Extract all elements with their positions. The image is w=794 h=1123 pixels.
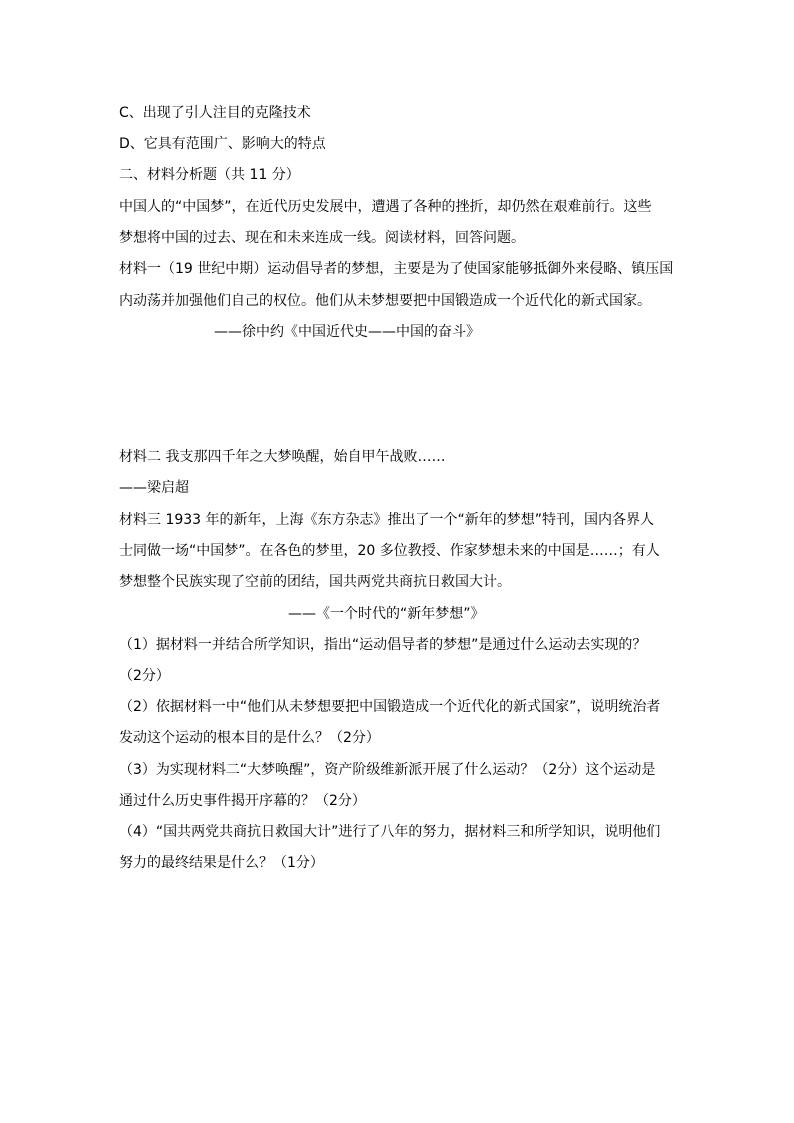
material1-line-2: 内动荡并加强他们自己的权位。他们从未梦想要把中国锻造成一个近代化的新式国家。 <box>119 293 651 309</box>
material1-source: ——徐中约《中国近代史——中国的奋斗》 <box>214 324 480 340</box>
section-title: 二、材料分析题（共 11 分） <box>119 167 300 183</box>
question-1-line-1: （1）据材料一并结合所学知识，指出“运动倡导者的梦想”是通过什么运动去实现的？ <box>119 637 647 653</box>
option-c: C、出现了引人注目的克隆技术 <box>119 105 311 121</box>
intro-line-1: 中国人的“中国梦”，在近代历史发展中，遭遇了各种的挫折，却仍然在艰难前行。这些 <box>119 199 652 215</box>
material3-line-2: 士同做一场“中国梦”。在各色的梦里，20 多位教授、作家梦想未来的中国是……；有人 <box>119 543 660 559</box>
material3-line-1: 材料三 1933 年的新年，上海《东方杂志》推出了一个“新年的梦想”特刊，国内各界人 <box>119 512 655 528</box>
question-1-line-2: （2分） <box>119 668 170 684</box>
option-d: D、它具有范围广、影响大的特点 <box>119 136 326 152</box>
material3-line-3: 梦想整个民族实现了空前的团结，国共两党共商抗日救国大计。 <box>119 574 511 590</box>
material1-line-1: 材料一（19 世纪中期）运动倡导者的梦想，主要是为了使国家能够抵御外来侵略、镇压国 <box>119 261 674 277</box>
question-3-line-2: 通过什么历史事件揭开序幕的？（2分） <box>119 793 366 809</box>
question-4-line-2: 努力的最终结果是什么？（1分） <box>119 855 324 871</box>
question-2-line-2: 发动这个运动的根本目的是什么？（2分） <box>119 730 380 746</box>
question-4-line-1: （4）“国共两党共商抗日救国大计”进行了八年的努力，据材料三和所学知识，说明他们 <box>119 824 661 840</box>
material3-source: ——《一个时代的“新年梦想”》 <box>288 606 485 622</box>
question-2-line-1: （2）依据材料一中“他们从未梦想要把中国锻造成一个近代化的新式国家”，说明统治者 <box>119 699 661 715</box>
intro-line-2: 梦想将中国的过去、现在和未来连成一线。阅读材料，回答问题。 <box>119 230 525 246</box>
question-3-line-1: （3）为实现材料二“大梦唤醒”，资产阶级维新派开展了什么运动？（2分）这个运动是 <box>119 762 656 778</box>
material2-source: ——梁启超 <box>119 480 189 496</box>
material2-text: 材料二 我支那四千年之大梦唤醒，始自甲午战败…… <box>119 449 446 465</box>
